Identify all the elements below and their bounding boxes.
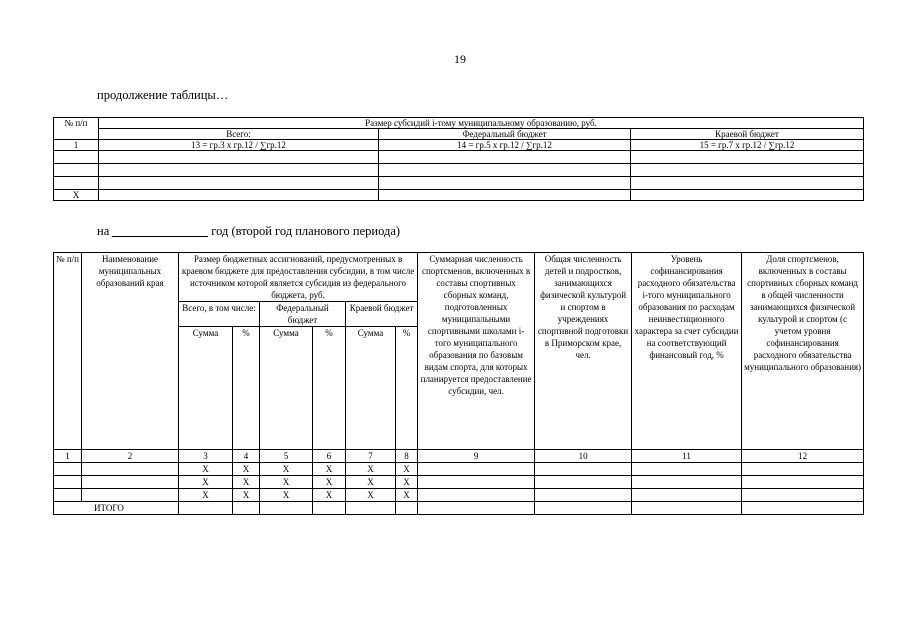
table2-column-numbers-row: [54, 450, 864, 463]
table-row: [54, 489, 864, 502]
table-cell: Х: [179, 463, 233, 476]
year-line: [97, 224, 400, 239]
table-cell: Х: [346, 489, 396, 502]
table-cell: Х: [346, 476, 396, 489]
table-cell: Х: [260, 463, 313, 476]
table2-level-header: Уровень софинансирования расходного обязательства i-того муниципального образования по расходам неинвестиционного характера за счет субсидии на соответствующий финансовый год, %: [632, 253, 742, 450]
table2-budget-header: Размер бюджетных ассигнований, предусмотренных в краевом бюджете для предоставления субсидии, в том числе источником которой является субсидия из федерального бюджета, руб.: [179, 253, 418, 302]
table-cell: Х: [313, 463, 346, 476]
table2-children-header: Общая численность детей и подростков, занимающихся физической культурой и спортом в учреждениях спортивной подготовки в Приморском крае, чел.: [535, 253, 632, 450]
table2-share-header: Доля спортсменов, включенных в составы спортивных сборных команд в общей численности занимающихся физической культурой и спортом (с учетом уровня софинансирования расходного обязательства муниципального образования): [742, 253, 864, 450]
table1-total-header: Всего:: [99, 129, 379, 140]
table-cell: 14 = гр.5 х гр.12 / ∑гр.12: [379, 140, 631, 151]
table-cell: Х: [346, 463, 396, 476]
table-cell: Х: [396, 489, 418, 502]
table-cell: 1: [54, 140, 99, 151]
table-row: [54, 476, 864, 489]
table-cell: Х: [313, 476, 346, 489]
table2-sum-header: Сумма: [346, 327, 396, 340]
year-prefix: на: [97, 224, 110, 238]
page-number: 19: [454, 52, 466, 66]
table1-regional-header: Краевой бюджет: [631, 129, 864, 140]
table-cell: 7: [346, 450, 396, 463]
table2-federal-header: Федеральный бюджет: [260, 302, 346, 327]
table2-name-header: Наименование муниципальных образований края: [82, 253, 179, 450]
table-cell: 15 = гр.7 х гр.12 / ∑гр.12: [631, 140, 864, 151]
table-cell: Х: [233, 476, 260, 489]
table2-regional-header: Краевой бюджет: [346, 302, 418, 327]
table1-main-header: Размер субсидий i-тому муниципальному образованию, руб.: [99, 118, 864, 129]
table-row: [54, 177, 864, 190]
table-cell: Х: [260, 489, 313, 502]
table2-athletes-header: Суммарная численность спортсменов, включенных в составы спортивных сборных команд, подготовленных муниципальными спортивными школами i-того муниципального образования по базовым видам спорта, для которых планируется предоставление субсидии, чел.: [418, 253, 535, 450]
table-cell: 12: [742, 450, 864, 463]
table-cell: 6: [313, 450, 346, 463]
table-cell: 8: [396, 450, 418, 463]
table-row: [54, 151, 864, 164]
table2-pct-header: %: [233, 327, 260, 340]
table-row: [54, 164, 864, 177]
table1-col-no-header: № п/п: [54, 118, 99, 140]
total-label: ИТОГО: [54, 502, 179, 515]
table2-pct-header: %: [396, 327, 418, 340]
table-cell: Х: [396, 476, 418, 489]
table-cell: 11: [632, 450, 742, 463]
table2-total-header: Всего, в том числе:: [179, 302, 260, 327]
table2-no-header: № п/п: [54, 253, 82, 450]
subsidy-size-table: [53, 117, 864, 201]
table-cell: 1: [54, 450, 82, 463]
table-cell: 10: [535, 450, 632, 463]
table-cell: Х: [233, 463, 260, 476]
table-cell: Х: [179, 489, 233, 502]
continuation-caption: продолжение таблицы…: [97, 88, 229, 102]
table2-total-row: [54, 502, 864, 515]
table-cell: Х: [233, 489, 260, 502]
table-cell: Х: [179, 476, 233, 489]
table-cell: Х: [260, 476, 313, 489]
budget-allocations-table: [53, 252, 864, 515]
table-row: [54, 463, 864, 476]
table2-pct-header: %: [313, 327, 346, 340]
year-suffix: год (второй год планового периода): [211, 224, 401, 238]
table-cell: 9: [418, 450, 535, 463]
table-cell: Х: [54, 190, 99, 201]
table-cell: 4: [233, 450, 260, 463]
table1-federal-header: Федеральный бюджет: [379, 129, 631, 140]
table2-sum-header: Сумма: [179, 327, 233, 340]
table-cell: 13 = гр.3 х гр.12 / ∑гр.12: [99, 140, 379, 151]
table1-formula-row: [54, 140, 864, 151]
table-cell: Х: [313, 489, 346, 502]
table-row: [54, 190, 864, 201]
table-cell: 5: [260, 450, 313, 463]
table2-sum-header: Сумма: [260, 327, 313, 340]
table-cell: 3: [179, 450, 233, 463]
table-cell: 2: [82, 450, 179, 463]
table-cell: Х: [396, 463, 418, 476]
year-blank: [112, 224, 208, 237]
